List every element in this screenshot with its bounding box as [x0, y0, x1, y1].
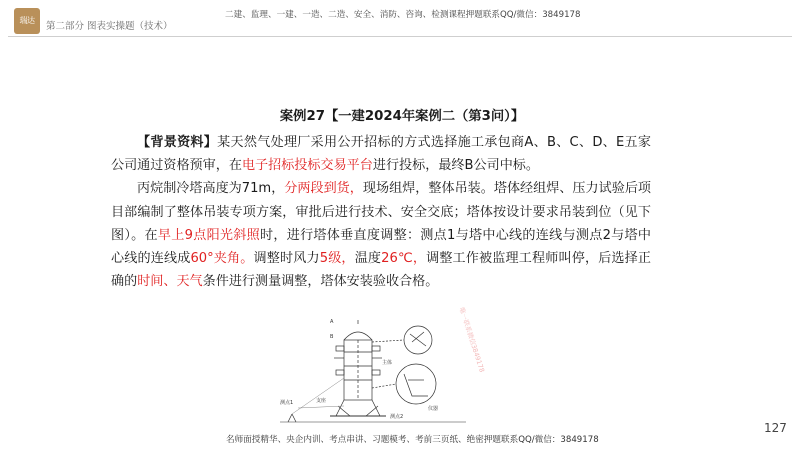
footer-contact: 名师面授精华、央企内训、考点串讲、习题模考、考前三页纸、绝密押题联系QQ/微信：3849178	[226, 435, 599, 445]
tower-drawing	[278, 318, 468, 424]
para2-text-3: 时，进行塔体垂直度调整：测点1与塔中心线的连线与测点2与塔中心线的连线成	[111, 227, 651, 267]
label-point-2: 测点2	[390, 414, 404, 420]
para2-text-6: 调整工作被监理工程师叫停，后选择正确的	[111, 251, 652, 290]
page-header	[0, 0, 800, 40]
label-main: 主体	[382, 360, 393, 366]
case-title: 案例27【一建2024年案例二（第3问）】	[279, 109, 525, 124]
label-point-1: 测点1	[280, 400, 294, 406]
tower-installation-figure	[278, 318, 468, 424]
case-content	[111, 105, 651, 293]
background-paragraph	[111, 131, 651, 177]
para1-text-1: 某天然气处理厂采用公开招标的方式选择施工承包商A、B、C、D、E五家公司通过资格预审，在	[111, 135, 652, 174]
para1-text-2: 进行投标，最终B公司中标。	[372, 158, 539, 174]
background-label: 【背景资料】	[137, 135, 218, 150]
para2-highlight-3: 60°夹角。	[190, 251, 254, 267]
header-divider	[8, 36, 792, 37]
label-base: 支座	[316, 398, 327, 404]
label-instrument: 仪器	[428, 406, 439, 412]
para2-text-4: 调整时风力	[253, 251, 320, 267]
para2-text-7: 条件进行测量调整，塔体安装验收合格。	[202, 274, 439, 290]
section-title: 第二部分 图表实操题（技术）	[46, 21, 173, 32]
page-number: 127	[764, 421, 787, 435]
para2-highlight-6: 时间、天气	[137, 274, 203, 290]
para2-highlight-1: 分两段到货，	[284, 181, 363, 197]
para2-highlight-4: 5级，	[319, 251, 355, 267]
para2-highlight-5: 26℃，	[381, 251, 427, 267]
para2-text-5: 温度	[354, 251, 382, 267]
para2-highlight-2: 早上9点阳光斜照	[157, 227, 260, 243]
header-contact: 二建、监理、一建、一造、二造、安全、消防、咨询、检测课程押题联系QQ/微信：3849178	[225, 10, 581, 20]
side-watermark: 唯一联系微信3849178	[457, 306, 487, 374]
tower-paragraph	[111, 177, 651, 293]
para1-highlight-1: 电子招标投标交易平台	[241, 158, 373, 174]
label-b: B	[330, 334, 334, 340]
para2-text-1: 丙烷制冷塔高度为71m，	[137, 181, 285, 197]
brand-logo: 瑞达	[14, 8, 40, 34]
para2-text-2: 现场组焊，整体吊装。塔体经组焊、压力试验后项目部编制了整体吊装专项方案，审批后进行技术、安全交底；塔体按设计要求吊装到位（见下图）。在	[111, 181, 652, 243]
label-a: A	[330, 319, 334, 325]
